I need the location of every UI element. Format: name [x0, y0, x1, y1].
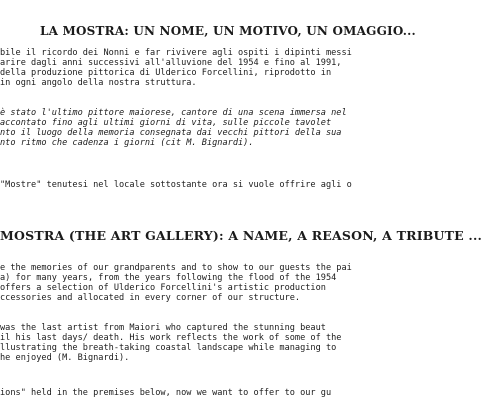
it-p1-line-4: in ogni angolo della nostra struttura.	[0, 78, 197, 88]
it-p1-line-3: della produzione pittorica di Ulderico Forcellini, riprodotto in	[0, 68, 332, 78]
en-p2-line-2: il his last days/ death. His work reflects the work of some of the	[0, 333, 342, 343]
en-p1-line-4: ccessories and allocated in every corner of our structure.	[0, 293, 301, 303]
it-p2-line-4: nto ritmo che cadenza i giorni (cit M. Bignardi).	[0, 138, 254, 148]
it-p1-line-1: bile il ricordo dei Nonni e far rivivere agli ospiti i dipinti messi	[0, 48, 352, 58]
italian-section-title: LA MOSTRA: UN NOME, UN MOTIVO, UN OMAGGIO...	[40, 24, 416, 38]
it-p3-line-1: "Mostre" tenutesi nel locale sottostante ora si vuole offrire agli o	[0, 180, 352, 190]
en-p3-line-1: ions" held in the premises below, now we want to offer to our gu	[0, 388, 332, 398]
it-p1-line-2: arire dagli anni successivi all'alluvione del 1954 e fino al 1991,	[0, 58, 342, 68]
it-p2-line-2: accontato fino agli ultimi giorni di vita, sulle piccole tavolet	[0, 118, 332, 128]
en-p1-line-3: offers a selection of Ulderico Forcellini's artistic production	[0, 283, 326, 293]
en-p2-line-4: he enjoyed (M. Bignardi).	[0, 353, 130, 363]
en-p2-line-1: was the last artist from Maiori who captured the stunning beaut	[0, 323, 326, 333]
en-p2-line-3: llustrating the breath-taking coastal landscape while managing to	[0, 343, 337, 353]
en-p1-line-2: a) for many years, from the years following the flood of the 1954	[0, 273, 337, 283]
it-p2-line-3: nto il luogo della memoria consegnata dai vecchi pittori della sua	[0, 128, 342, 138]
english-section-title: MOSTRA (THE ART GALLERY): A NAME, A REASON, A TRIBUTE ...	[0, 228, 482, 243]
it-p2-line-1: è stato l'ultimo pittore maiorese, cantore di una scena immersa nel	[0, 108, 347, 118]
en-p1-line-1: e the memories of our grandparents and to show to our guests the pai	[0, 263, 352, 273]
